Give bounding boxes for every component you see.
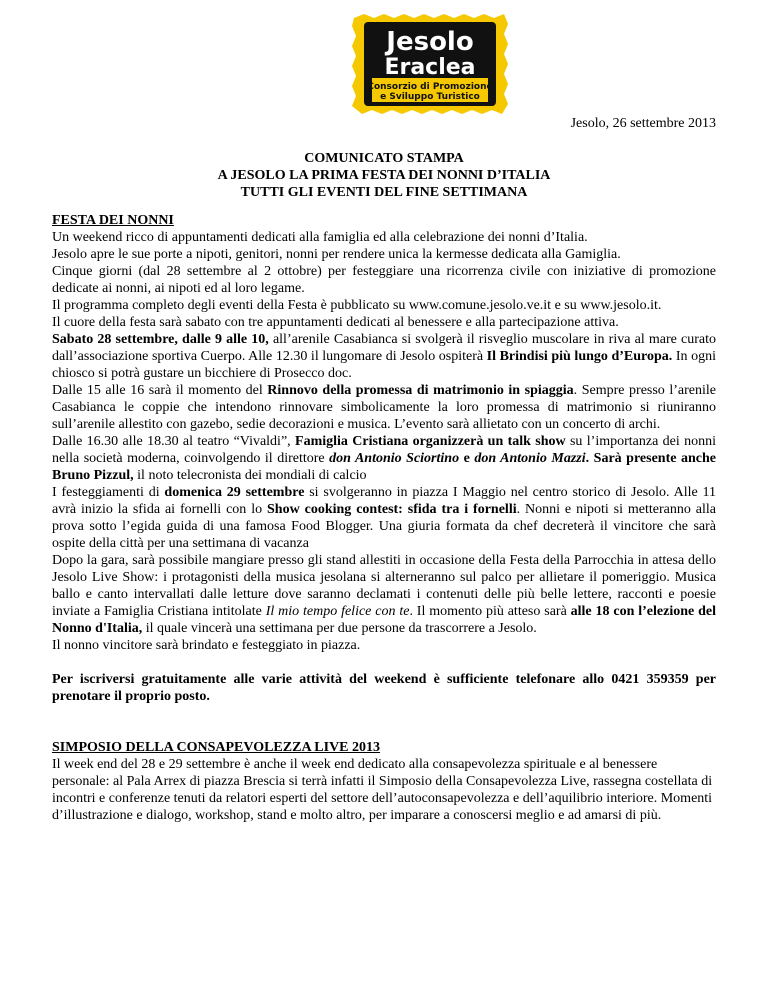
logo-line2: Eraclea xyxy=(384,55,476,80)
text: Dopo la gara, sarà possibile mangiare presso gli stand allestiti in occasione della Festa della Parrocchia in attesa dello Jesolo Live Show: i protagonisti della musica jesolana si alterneranno sul palco per allietare il pomeriggio. Musica ballo e canto intervallati dalle letture dove saranno declamati i contenuti delle più belle lettere, racconti e poesie inviate a Famiglia Cristiana intitolate xyxy=(52,553,716,619)
bold-text: e xyxy=(459,451,475,466)
title-line-1: COMUNICATO STAMPA xyxy=(304,151,464,166)
paragraph-sunday xyxy=(52,484,716,552)
text: Dalle 16.30 alle 18.30 al teatro “Vivaldi”, xyxy=(52,434,296,449)
paragraph: Il nonno vincitore sarà brindato e festeggiato in piazza. xyxy=(52,638,361,653)
bold-text: Famiglia Cristiana organizzerà un talk show xyxy=(295,434,566,449)
jesolo-eraclea-logo xyxy=(352,14,508,114)
section-heading-festa-dei-nonni: FESTA DEI NONNI xyxy=(52,213,174,228)
text: all’arenile Casabianca si svolgerà il risveglio muscolare in riva al mare curato dall’associazione sportiva Cuerpo. Alle 12.30 il lungomare di Jesolo ospiterà xyxy=(52,332,716,364)
text: Dalle 15 alle 16 sarà il momento del xyxy=(52,383,268,398)
registration-note: Per iscriversi gratuitamente alle varie attività del weekend è sufficiente telefonare allo 0421 359359 per prenotare il proprio posto. xyxy=(52,672,716,704)
bold-text: Il Brindisi più lungo d’Europa. xyxy=(486,349,673,364)
paragraph: Il cuore della festa sarà sabato con tre appuntamenti dedicati al benessere e alla partecipazione attiva. xyxy=(52,315,619,330)
bold-text: Rinnovo della promessa di matrimonio in spiaggia xyxy=(267,383,574,398)
text: si svolgeranno in piazza I Maggio nel centro storico di Jesolo. Alle 11 avrà inizio la sfida ai fornelli con lo xyxy=(52,485,716,517)
document-body xyxy=(52,212,716,824)
bold-text: . Sarà presente anche Bruno Pizzul, xyxy=(52,451,717,483)
paragraph: Cinque giorni (dal 28 settembre al 2 ottobre) per festeggiare una ricorrenza civile con iniziative di promozione dedicate ai nonni, ai nipoti ed al loro legame. xyxy=(52,264,716,296)
section-heading-simposio: SIMPOSIO DELLA CONSAPEVOLEZZA LIVE 2013 xyxy=(52,740,381,755)
press-release-title xyxy=(52,150,716,201)
paragraph-live-show xyxy=(52,552,716,637)
text: . Nonni e nipoti si metteranno alla prova sotto l’egida guida di una famosa Food Blogger. Una giuria formata da chef decreterà il vincitore che sarà ospite della città per una settimana di vacanza xyxy=(52,502,716,551)
text: In ogni chiosco si potrà gustare un bicchiere di Prosecco doc. xyxy=(52,349,716,381)
bold-text: domenica 29 settembre xyxy=(164,485,305,500)
bold-text: Sabato 28 settembre, dalle 9 alle 10, xyxy=(52,332,269,347)
bold-text: alle 18 con l’elezione del Nonno d'Italia, xyxy=(52,604,716,636)
paragraph-simposio: Il week end del 28 e 29 settembre è anche il week end dedicato alla consapevolezza spirituale e al benessere personale: al Pala Arrex di piazza Brescia si terrà infatti il Simposio della Consapevolezza Live, rassegna costellata di incontri e conferenze tenuti da relatori esperti del settore dell’autoconsapevolezza e dell’aquilibrio interiore. Momenti d’illustrazione e dialogo, workshop, stand e molto altro, per imparare a conoscersi meglio e ad amarsi di più. xyxy=(52,757,713,823)
paragraph: Un weekend ricco di appuntamenti dedicati alla famiglia ed alla celebrazione dei nonni d’Italia. xyxy=(52,230,588,245)
logo-tagline2: e Sviluppo Turistico xyxy=(380,92,480,102)
text: . Il momento più atteso sarà xyxy=(409,604,571,619)
logo-line1: Jesolo xyxy=(386,27,474,57)
italic-text: Il mio tempo felice con te xyxy=(265,604,410,619)
text: . Sempre presso l’arenile Casabianca le coppie che intendono rinnovare simbolicamente la loro promessa di matrimonio si riuniranno sull’arenile allestito con gazebo, sedie decorazioni e musica. L’evento sarà allietato con un concerto di archi. xyxy=(52,383,717,432)
paragraph-talk-show xyxy=(52,433,716,484)
document-date: Jesolo, 26 settembre 2013 xyxy=(570,116,716,131)
title-line-2: A JESOLO LA PRIMA FESTA DEI NONNI D’ITALIA xyxy=(217,168,551,183)
bold-italic-text: don Antonio Sciortino xyxy=(329,451,460,466)
text: I festeggiamenti di xyxy=(52,485,165,500)
text: il noto telecronista dei mondiali di calcio xyxy=(133,468,367,483)
bold-text: Show cooking contest: sfida tra i fornelli xyxy=(267,502,517,517)
title-line-3: TUTTI GLI EVENTI DEL FINE SETTIMANA xyxy=(240,185,528,200)
paragraph: Jesolo apre le sue porte a nipoti, genitori, nonni per rendere unica la kermesse dedicata alla Gamiglia. xyxy=(52,247,621,262)
bold-italic-text: don Antonio Mazzi xyxy=(474,451,586,466)
text: il quale vincerà una settimana per due persone da trascorrere a Jesolo. xyxy=(142,621,537,636)
paragraph: Il programma completo degli eventi della Festa è pubblicato su www.comune.jesolo.ve.it e su www.jesolo.it. xyxy=(52,298,662,313)
paragraph-vow-renewal xyxy=(52,382,716,433)
text: su l’importanza dei nonni nella società moderna, coinvolgendo il direttore xyxy=(52,434,716,466)
paragraph-saturday xyxy=(52,331,716,382)
logo-tagline1: Consorzio di Promozione xyxy=(367,82,493,92)
